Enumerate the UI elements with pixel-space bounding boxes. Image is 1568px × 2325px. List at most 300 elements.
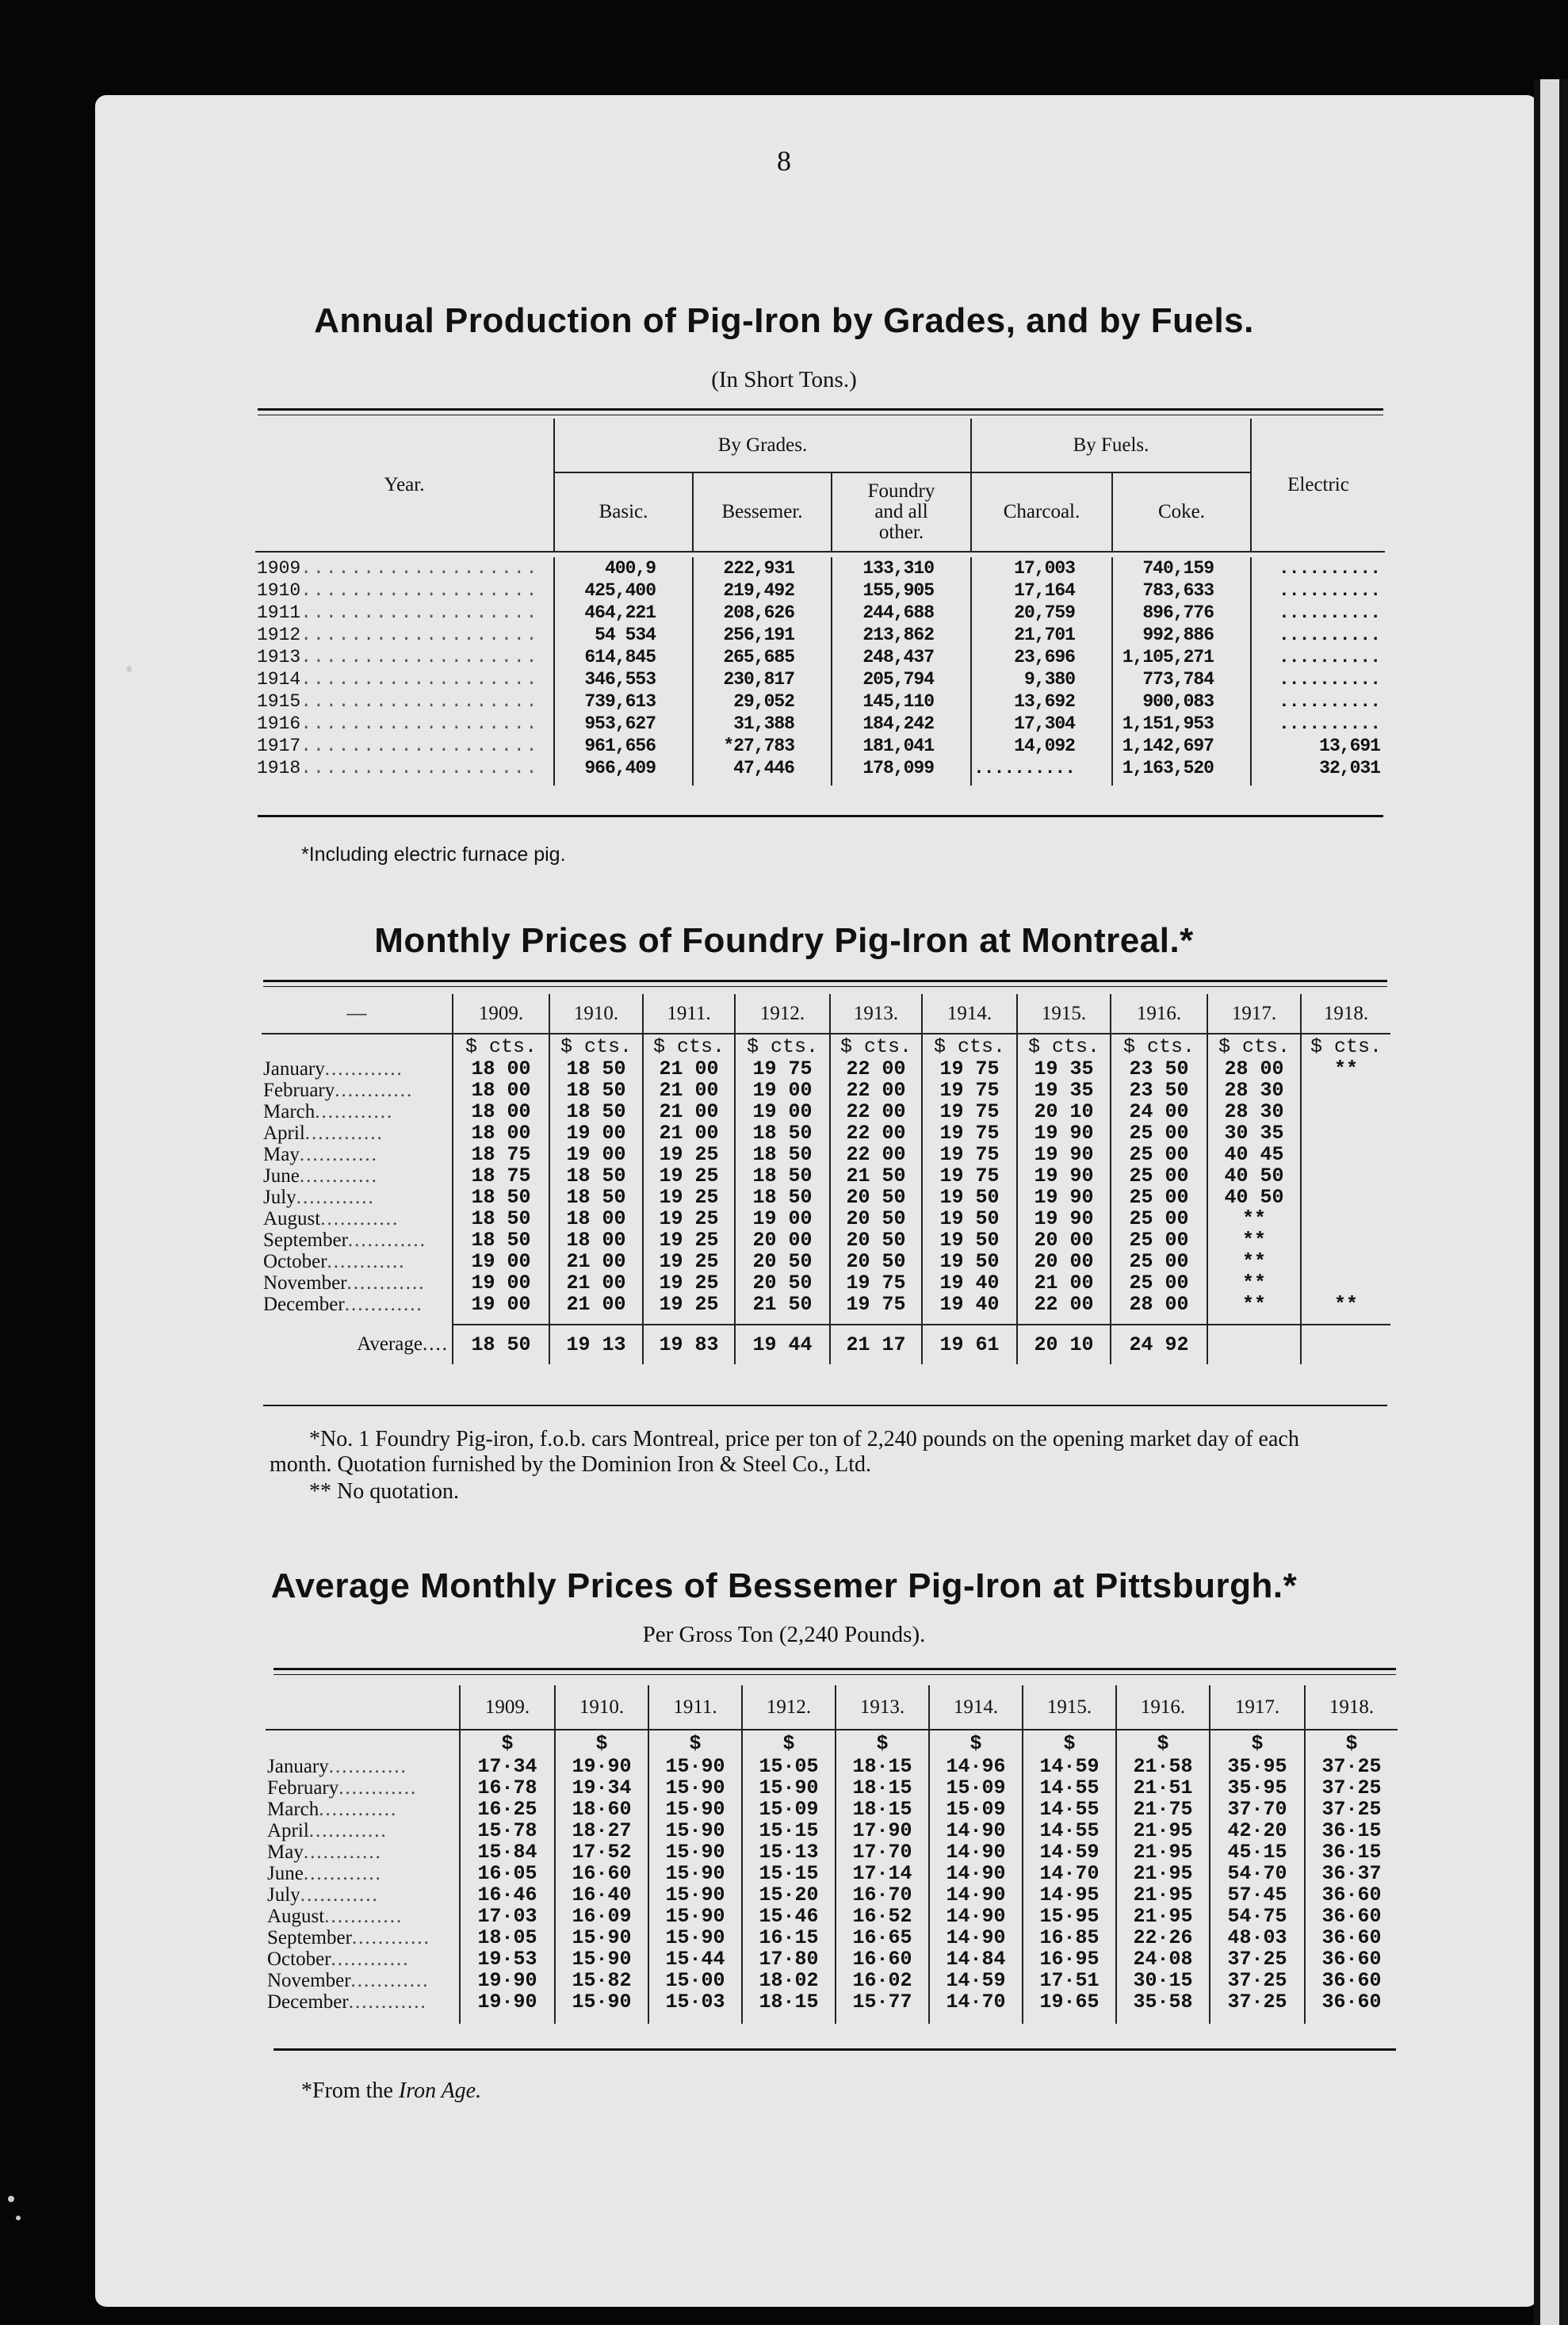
coke-cell: 740,159	[1112, 557, 1251, 579]
price-cell	[1301, 1144, 1390, 1165]
price-cell: 18 00	[453, 1122, 549, 1144]
month-cell	[262, 1165, 453, 1187]
price-cell: 16·65	[836, 1927, 929, 1948]
price-cell: 18 75	[453, 1144, 549, 1165]
leader-dots: ............	[338, 1777, 418, 1799]
price-cell	[1301, 1101, 1390, 1122]
coke-cell: 992,886	[1112, 624, 1251, 646]
charcoal-cell: 23,696	[971, 646, 1112, 668]
bessemer-cell: 29,052	[693, 690, 832, 713]
leader-dots: ...................	[300, 625, 539, 645]
unit-label: $	[929, 1730, 1023, 1756]
table-row	[255, 579, 1385, 602]
unit-label: $	[460, 1730, 555, 1756]
table3-footnote: *From the Iron Age.	[301, 2078, 482, 2103]
price-cell: 21·95	[1116, 1884, 1210, 1906]
month-cell	[262, 1272, 453, 1294]
price-cell: 15·90	[648, 1756, 742, 1777]
price-cell: 14·84	[929, 1948, 1023, 1970]
price-cell: 18·05	[460, 1927, 555, 1948]
price-cell: 35·58	[1116, 1991, 1210, 2013]
table1-top-rule	[258, 408, 1383, 415]
price-cell: 19 00	[549, 1122, 643, 1144]
price-cell: 21·75	[1116, 1799, 1210, 1820]
price-cell: 20 00	[735, 1229, 830, 1251]
month-cell	[266, 1756, 460, 1777]
unit-label: $	[555, 1730, 648, 1756]
price-cell: 19 90	[1017, 1208, 1111, 1229]
leader-dots: ............	[331, 1948, 410, 1970]
price-cell: 21 00	[643, 1122, 735, 1144]
price-cell: 17·70	[836, 1841, 929, 1863]
price-cell: 21·58	[1116, 1756, 1210, 1777]
price-cell: 28 00	[1111, 1294, 1207, 1315]
table-row	[255, 735, 1385, 757]
average-cell: 19 83	[643, 1325, 735, 1364]
price-cell: 16·60	[555, 1863, 648, 1884]
price-cell: 14·90	[929, 1906, 1023, 1927]
price-cell: 19·90	[555, 1756, 648, 1777]
month-label: April	[267, 1820, 309, 1841]
price-cell: 14·59	[1023, 1841, 1116, 1863]
table-row	[255, 646, 1385, 668]
foundry-cell: 181,041	[832, 735, 971, 757]
charcoal-header: Charcoal.	[971, 472, 1112, 552]
price-cell: 36·60	[1305, 1906, 1398, 1927]
coke-cell: 783,633	[1112, 579, 1251, 602]
price-cell: 23 50	[1111, 1058, 1207, 1080]
unit-label: $ cts.	[453, 1034, 549, 1058]
price-cell: 15·09	[929, 1799, 1023, 1820]
price-cell: 19 00	[549, 1144, 643, 1165]
price-cell: 21 00	[549, 1251, 643, 1272]
year-cell	[255, 668, 554, 690]
price-cell: 15·00	[648, 1970, 742, 1991]
table-row	[262, 1080, 1390, 1101]
price-cell: 54·75	[1210, 1906, 1305, 1927]
price-cell: 19 75	[922, 1144, 1017, 1165]
leader-dots: ...................	[300, 602, 539, 623]
basic-cell: 961,656	[554, 735, 693, 757]
month-cell	[262, 1294, 453, 1315]
unit-label: $ cts.	[549, 1034, 643, 1058]
price-cell: 37·70	[1210, 1799, 1305, 1820]
month-cell	[262, 1251, 453, 1272]
month-cell	[262, 1058, 453, 1080]
month-cell	[262, 1229, 453, 1251]
unit-label: $ cts.	[1301, 1034, 1390, 1058]
price-cell: 19 25	[643, 1294, 735, 1315]
electric-cell: ..........	[1251, 557, 1385, 579]
price-cell: 16·52	[836, 1906, 929, 1927]
price-cell: 18 75	[453, 1165, 549, 1187]
year-value: 1915	[257, 691, 301, 712]
bessemer-cell: 230,817	[693, 668, 832, 690]
table-row	[255, 624, 1385, 646]
leader-dots: ............	[350, 1970, 430, 1991]
average-cell	[1301, 1325, 1390, 1364]
price-cell: 37·25	[1305, 1777, 1398, 1799]
price-cell: 14·90	[929, 1820, 1023, 1841]
price-cell: 36·60	[1305, 1927, 1398, 1948]
electric-cell: ..........	[1251, 624, 1385, 646]
price-cell: 36·60	[1305, 1948, 1398, 1970]
price-cell	[1301, 1122, 1390, 1144]
charcoal-cell: ..........	[971, 757, 1112, 779]
price-cell: 28 30	[1207, 1080, 1301, 1101]
average-cell: 18 50	[453, 1325, 549, 1364]
month-cell	[266, 1799, 460, 1820]
table2-footnote: *No. 1 Foundry Pig-iron, f.o.b. cars Montreal, price per ton of 2,240 pounds on the opening market day of each month. Quotation furnished by the Dominion Iron & Steel Co., Ltd.	[270, 1427, 1299, 1477]
unit-label: $ cts.	[922, 1034, 1017, 1058]
month-label: June	[263, 1165, 300, 1187]
average-cell: 19 44	[735, 1325, 830, 1364]
price-cell: 18 50	[549, 1058, 643, 1080]
basic-cell: 346,553	[554, 668, 693, 690]
leader-dots: ............	[299, 1165, 378, 1187]
year-header: Year.	[384, 473, 425, 495]
month-label: April	[263, 1122, 305, 1144]
leader-dots: ............	[344, 1294, 423, 1315]
leader-dots: ............	[348, 1991, 427, 2013]
coke-header: Coke.	[1112, 472, 1251, 552]
price-cell: 15·90	[648, 1841, 742, 1863]
price-cell: 16·70	[836, 1884, 929, 1906]
month-label: July	[263, 1187, 296, 1208]
electric-cell: 13,691	[1251, 735, 1385, 757]
month-cell	[266, 1841, 460, 1863]
price-cell: 15·90	[648, 1820, 742, 1841]
price-cell: 18 50	[735, 1144, 830, 1165]
table-row	[262, 1272, 1390, 1294]
price-cell: 21 50	[830, 1165, 922, 1187]
price-cell: 19 90	[1017, 1144, 1111, 1165]
price-cell: 15·09	[929, 1777, 1023, 1799]
month-label: March	[263, 1101, 316, 1122]
price-cell: 16·60	[836, 1948, 929, 1970]
price-cell: 20 50	[735, 1251, 830, 1272]
price-cell: 14·90	[929, 1884, 1023, 1906]
price-cell: 22 00	[830, 1058, 922, 1080]
price-cell: 22 00	[1017, 1294, 1111, 1315]
price-cell: 18 50	[453, 1187, 549, 1208]
month-cell	[266, 1906, 460, 1927]
price-cell: 15·90	[648, 1906, 742, 1927]
price-cell: 17·51	[1023, 1970, 1116, 1991]
unit-label: $	[648, 1730, 742, 1756]
price-cell: 15·90	[648, 1799, 742, 1820]
price-cell: 15·82	[555, 1970, 648, 1991]
unit-label: $	[1305, 1730, 1398, 1756]
price-cell: **	[1301, 1294, 1390, 1315]
price-cell: **	[1207, 1208, 1301, 1229]
month-cell	[262, 1080, 453, 1101]
table2-bottom-rule	[263, 1405, 1387, 1406]
unit-label: $	[1210, 1730, 1305, 1756]
charcoal-cell: 14,092	[971, 735, 1112, 757]
coke-cell: 1,151,953	[1112, 713, 1251, 735]
price-cell: 24·08	[1116, 1948, 1210, 1970]
price-cell: 20 50	[735, 1272, 830, 1294]
price-cell: 30·15	[1116, 1970, 1210, 1991]
price-cell: 21 00	[643, 1101, 735, 1122]
table1-footnote: *Including electric furnace pig.	[301, 843, 566, 866]
price-cell: 19·34	[555, 1777, 648, 1799]
month-label: September	[263, 1229, 348, 1251]
price-cell: 16·02	[836, 1970, 929, 1991]
unit-label: $	[1116, 1730, 1210, 1756]
table-row	[266, 1948, 1398, 1970]
electric-cell: ..........	[1251, 668, 1385, 690]
price-cell: 21 00	[549, 1272, 643, 1294]
year-header: 1913.	[836, 1685, 929, 1730]
bessemer-cell: 219,492	[693, 579, 832, 602]
leader-dots: ............	[335, 1080, 414, 1101]
table2	[262, 994, 1390, 1364]
year-header: 1916.	[1111, 994, 1207, 1034]
price-cell: 18 50	[453, 1229, 549, 1251]
basic-header: Basic.	[554, 472, 693, 552]
table1-title: Annual Production of Pig-Iron by Grades, and by Fuels.	[314, 301, 1254, 340]
year-header: 1918.	[1301, 994, 1390, 1034]
price-cell: 21 00	[549, 1294, 643, 1315]
price-cell: 40 50	[1207, 1165, 1301, 1187]
bessemer-cell: 222,931	[693, 557, 832, 579]
price-cell: 24 00	[1111, 1101, 1207, 1122]
basic-cell: 54 534	[554, 624, 693, 646]
price-cell: 15·05	[742, 1756, 836, 1777]
basic-cell: 425,400	[554, 579, 693, 602]
price-cell: 18·02	[742, 1970, 836, 1991]
price-cell: 14·59	[1023, 1756, 1116, 1777]
price-cell: 35·95	[1210, 1777, 1305, 1799]
price-cell: 14·70	[929, 1991, 1023, 2013]
price-cell: 18·15	[836, 1799, 929, 1820]
price-cell: 19 40	[922, 1294, 1017, 1315]
table-row	[255, 668, 1385, 690]
table-row	[255, 690, 1385, 713]
price-cell: 16·95	[1023, 1948, 1116, 1970]
price-cell: 17·14	[836, 1863, 929, 1884]
price-cell: 17·80	[742, 1948, 836, 1970]
price-cell: 19 90	[1017, 1165, 1111, 1187]
price-cell: 25 00	[1111, 1144, 1207, 1165]
table-row	[266, 1970, 1398, 1991]
price-cell: 14·90	[929, 1841, 1023, 1863]
price-cell: 25 00	[1111, 1165, 1207, 1187]
price-cell: 18 00	[453, 1058, 549, 1080]
year-header: 1912.	[742, 1685, 836, 1730]
price-cell: 20 50	[830, 1251, 922, 1272]
leader-dots: ...................	[300, 580, 539, 601]
leader-dots: ............	[346, 1272, 426, 1294]
basic-cell: 614,845	[554, 646, 693, 668]
price-cell: 14·55	[1023, 1820, 1116, 1841]
price-cell: 19 00	[735, 1101, 830, 1122]
price-cell: 42·20	[1210, 1820, 1305, 1841]
price-cell: 20 50	[830, 1208, 922, 1229]
month-cell	[266, 1820, 460, 1841]
unit-label: $	[836, 1730, 929, 1756]
price-cell: 25 00	[1111, 1251, 1207, 1272]
price-cell: 18·60	[555, 1799, 648, 1820]
price-cell: 37·25	[1210, 1948, 1305, 1970]
bessemer-cell: *27,783	[693, 735, 832, 757]
year-cell	[255, 602, 554, 624]
price-cell: **	[1207, 1229, 1301, 1251]
year-header: 1911.	[648, 1685, 742, 1730]
month-label: February	[267, 1777, 339, 1799]
table-row	[262, 1294, 1390, 1315]
price-cell: **	[1207, 1251, 1301, 1272]
price-cell: 16·85	[1023, 1927, 1116, 1948]
month-label: November	[263, 1272, 347, 1294]
basic-cell: 739,613	[554, 690, 693, 713]
month-cell	[266, 1948, 460, 1970]
price-cell: 19 25	[643, 1187, 735, 1208]
table3	[266, 1685, 1398, 2024]
price-cell: 36·60	[1305, 1970, 1398, 1991]
price-cell: 36·15	[1305, 1841, 1398, 1863]
price-cell	[1301, 1165, 1390, 1187]
price-cell: 19 40	[922, 1272, 1017, 1294]
price-cell: 18 50	[549, 1080, 643, 1101]
foundry-cell: 145,110	[832, 690, 971, 713]
leader-dots: ............	[351, 1927, 430, 1948]
table-row	[262, 1122, 1390, 1144]
price-cell: 15·20	[742, 1884, 836, 1906]
price-cell: 15·84	[460, 1841, 555, 1863]
electric-cell: ..........	[1251, 646, 1385, 668]
charcoal-cell: 17,003	[971, 557, 1112, 579]
price-cell: 18·15	[836, 1756, 929, 1777]
table-row	[266, 1841, 1398, 1863]
price-cell: 19 50	[922, 1229, 1017, 1251]
price-cell: 25 00	[1111, 1187, 1207, 1208]
price-cell: 19 90	[1017, 1122, 1111, 1144]
price-cell: 15·77	[836, 1991, 929, 2013]
price-cell: 15·95	[1023, 1906, 1116, 1927]
charcoal-cell: 17,164	[971, 579, 1112, 602]
unit-label: $ cts.	[735, 1034, 830, 1058]
table-row	[266, 1863, 1398, 1884]
price-cell: 37·25	[1210, 1991, 1305, 2013]
leader-dots: ............	[315, 1101, 394, 1122]
price-cell	[1301, 1080, 1390, 1101]
year-value: 1914	[257, 669, 301, 690]
year-value: 1916	[257, 713, 301, 734]
price-cell: 19 00	[453, 1251, 549, 1272]
price-cell: 15·15	[742, 1820, 836, 1841]
unit-label: $ cts.	[1017, 1034, 1111, 1058]
month-label: June	[267, 1863, 304, 1884]
table-row	[262, 1229, 1390, 1251]
basic-cell: 953,627	[554, 713, 693, 735]
year-header: 1912.	[735, 994, 830, 1034]
month-label: May	[263, 1144, 300, 1165]
table2-top-rule	[263, 980, 1387, 987]
year-value: 1913	[257, 647, 301, 667]
price-cell: 14·55	[1023, 1799, 1116, 1820]
year-cell	[255, 646, 554, 668]
price-cell: 19 50	[922, 1251, 1017, 1272]
bessemer-cell: 31,388	[693, 713, 832, 735]
price-cell	[1301, 1187, 1390, 1208]
price-cell: 36·15	[1305, 1820, 1398, 1841]
table-row	[266, 1927, 1398, 1948]
price-cell: 18 50	[735, 1187, 830, 1208]
average-cell: 21 17	[830, 1325, 922, 1364]
leader-dots: ...................	[300, 669, 539, 690]
table1-bottom-rule	[258, 815, 1383, 817]
price-cell: 22 00	[830, 1122, 922, 1144]
leader-dots: ............	[304, 1122, 384, 1144]
price-cell: 19·90	[460, 1970, 555, 1991]
year-cell	[255, 624, 554, 646]
table-row	[266, 1756, 1398, 1777]
price-cell	[1301, 1208, 1390, 1229]
year-header: 1913.	[830, 994, 922, 1034]
charcoal-cell: 21,701	[971, 624, 1112, 646]
price-cell: 22 00	[830, 1144, 922, 1165]
table-row	[266, 1799, 1398, 1820]
coke-cell: 1,105,271	[1112, 646, 1251, 668]
price-cell: 19 00	[453, 1272, 549, 1294]
price-cell: **	[1301, 1058, 1390, 1080]
price-cell: 16·15	[742, 1927, 836, 1948]
price-cell: 20 50	[830, 1187, 922, 1208]
month-label: May	[267, 1841, 304, 1863]
year-cell	[255, 690, 554, 713]
table3-bottom-rule	[273, 2048, 1396, 2051]
by-grades-header: By Grades.	[554, 419, 971, 472]
price-cell: 19 00	[453, 1294, 549, 1315]
price-cell: 14·55	[1023, 1777, 1116, 1799]
leader-dots: ............	[319, 1799, 398, 1820]
year-value: 1912	[257, 625, 301, 645]
leader-dots: ...................	[300, 713, 539, 734]
bessemer-cell: 47,446	[693, 757, 832, 779]
leader-dots: ............	[296, 1187, 375, 1208]
price-cell: 22·26	[1116, 1927, 1210, 1948]
month-label: August	[263, 1208, 321, 1229]
month-label: December	[267, 1991, 349, 2013]
year-header: 1915.	[1017, 994, 1111, 1034]
table-row	[266, 1884, 1398, 1906]
price-cell: 18 00	[453, 1101, 549, 1122]
price-cell: 20 50	[830, 1229, 922, 1251]
average-label: Average....	[357, 1333, 449, 1355]
price-cell: 19 35	[1017, 1058, 1111, 1080]
year-header: 1910.	[549, 994, 643, 1034]
month-cell	[266, 1884, 460, 1906]
year-value: 1910	[257, 580, 301, 601]
year-value: 1918	[257, 758, 301, 778]
price-cell: 35·95	[1210, 1756, 1305, 1777]
price-cell: 36·37	[1305, 1863, 1398, 1884]
scan-speck	[127, 666, 132, 672]
year-header: 1909.	[460, 1685, 555, 1730]
price-cell: 23 50	[1111, 1080, 1207, 1101]
price-cell: 15·44	[648, 1948, 742, 1970]
price-cell: 37·25	[1305, 1799, 1398, 1820]
price-cell: 16·40	[555, 1884, 648, 1906]
electric-cell: ..........	[1251, 579, 1385, 602]
price-cell: 36·60	[1305, 1991, 1398, 2013]
coke-cell: 900,083	[1112, 690, 1251, 713]
leader-dots: ...................	[300, 691, 539, 712]
adjacent-page-edge	[1534, 79, 1568, 2325]
